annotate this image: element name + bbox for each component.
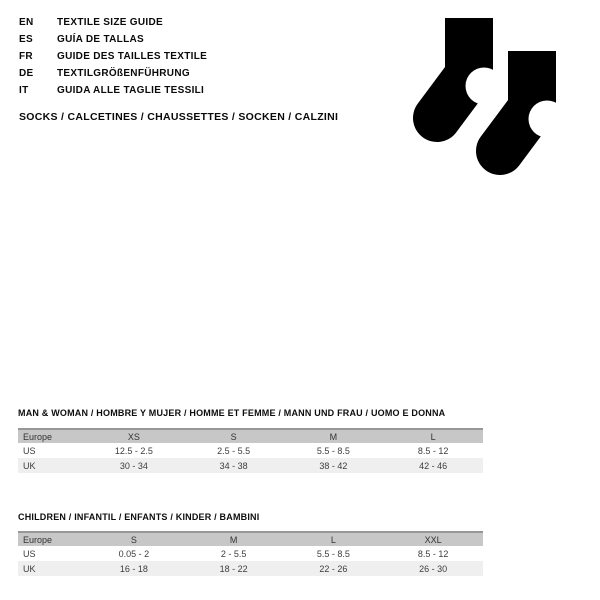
header-cell: M <box>329 431 338 442</box>
language-code: FR <box>19 51 33 62</box>
size-cell: 30 - 34 <box>119 460 148 471</box>
table-title-man-woman: MAN & WOMAN / HOMBRE Y MUJER / HOMME ET FEMME / MANN UND FRAU / UOMO E DONNA <box>18 408 446 418</box>
size-cell: 8.5 - 12 <box>417 548 449 559</box>
row-label: UK <box>23 460 36 471</box>
header-cell: S <box>130 534 137 545</box>
language-row-fr <box>19 48 207 65</box>
language-code: EN <box>19 17 34 28</box>
language-label: GUÍA DE TALLAS <box>57 34 144 45</box>
language-label: GUIDA ALLE TAGLIE TESSILI <box>57 85 205 96</box>
size-table-man-woman <box>18 428 483 473</box>
size-cell: 5.5 - 8.5 <box>316 548 350 559</box>
header-cell: XXL <box>424 534 442 545</box>
row-label: US <box>23 445 36 456</box>
size-cell: 0.05 - 2 <box>118 548 150 559</box>
size-cell: 26 - 30 <box>419 563 448 574</box>
language-row-it <box>19 82 207 99</box>
size-table-children <box>18 531 483 576</box>
header-cell: S <box>230 431 237 442</box>
language-row-en <box>19 14 207 31</box>
row-label: UK <box>23 563 36 574</box>
header-cell: M <box>229 534 238 545</box>
table-row-us <box>18 443 483 458</box>
header-cell: XS <box>127 431 140 442</box>
size-cell: 38 - 42 <box>319 460 348 471</box>
sock-front <box>500 51 556 151</box>
table-title-children: CHILDREN / INFANTIL / ENFANTS / KINDER / BAMBINI <box>18 512 260 522</box>
row-label: US <box>23 548 36 559</box>
table-header-row <box>18 531 483 546</box>
header-cell: L <box>430 431 436 442</box>
language-list <box>19 14 207 99</box>
header-cell: L <box>330 534 336 545</box>
language-code: IT <box>19 85 29 96</box>
size-cell: 42 - 46 <box>419 460 448 471</box>
language-label: GUIDE DES TAILLES TEXTILE <box>57 51 208 62</box>
size-cell: 18 - 22 <box>219 563 248 574</box>
language-row-de <box>19 65 207 82</box>
socks-icon <box>413 18 556 175</box>
language-code: ES <box>19 34 33 45</box>
size-cell: 2 - 5.5 <box>220 548 247 559</box>
size-cell: 12.5 - 2.5 <box>114 445 153 456</box>
size-cell: 8.5 - 12 <box>417 445 449 456</box>
size-cell: 34 - 38 <box>219 460 248 471</box>
sock-back <box>437 18 503 118</box>
header-cell: Europe <box>23 534 53 545</box>
language-label: TEXTILE SIZE GUIDE <box>57 17 163 28</box>
table-row-uk <box>18 458 483 473</box>
table-row-us <box>18 546 483 561</box>
table-row-uk <box>18 561 483 576</box>
size-cell: 22 - 26 <box>319 563 348 574</box>
category-title: SOCKS / CALCETINES / CHAUSSETTES / SOCKEN / CALZINI <box>19 111 339 123</box>
language-code: DE <box>19 68 34 79</box>
language-label: TEXTILGRÖßENFÜHRUNG <box>57 68 190 79</box>
size-cell: 5.5 - 8.5 <box>316 445 350 456</box>
size-cell: 2.5 - 5.5 <box>217 445 251 456</box>
language-row-es <box>19 31 207 48</box>
size-cell: 16 - 18 <box>119 563 148 574</box>
table-header-row <box>18 428 483 443</box>
header-cell: Europe <box>23 431 53 442</box>
